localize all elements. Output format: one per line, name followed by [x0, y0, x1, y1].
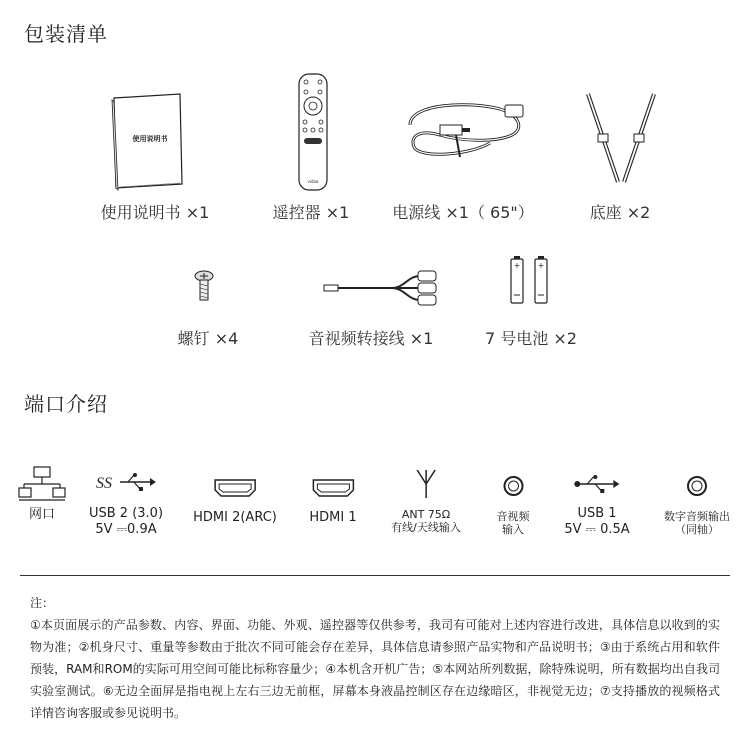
port-av-input-label: 音视频 — [496, 510, 530, 523]
port-usb1-power: 5V ⎓ 0.5A — [564, 522, 630, 537]
package-list-title: 包装清单 — [24, 22, 108, 46]
item-power-cord-qty: ×1（ 65"） — [445, 203, 534, 222]
network-icon — [18, 466, 66, 502]
hdmi-icon — [311, 478, 355, 498]
item-battery-qty: ×2 — [553, 329, 577, 348]
port-digital-audio-label: 数字音频输出 — [664, 510, 730, 523]
item-remote-name: 遥控器 — [272, 203, 321, 222]
port-antenna-label: ANT 75Ω — [401, 508, 451, 521]
port-hdmi2-label: HDMI 2(ARC) — [193, 510, 277, 525]
port-usb2-power: 5V ⎓0.9A — [95, 522, 157, 537]
port-hdmi2 — [193, 478, 277, 526]
manual-cover-text: 使用说明书 — [132, 135, 168, 143]
remote-brand-text: vidaa — [307, 179, 319, 184]
port-antenna — [391, 468, 461, 534]
battery-image — [508, 255, 554, 309]
item-screw — [178, 326, 239, 349]
item-manual-name: 使用说明书 — [100, 203, 181, 222]
port-usb2 — [89, 470, 163, 538]
svg-text:SS: SS — [95, 475, 112, 492]
item-stand-name: 底座 — [589, 203, 622, 222]
item-battery — [485, 326, 577, 349]
item-power-cord — [392, 200, 534, 223]
port-digital-audio — [664, 474, 730, 536]
item-av-cable — [309, 326, 434, 349]
item-power-cord-name: 电源线 — [392, 203, 441, 222]
svg-text:+: + — [537, 261, 545, 270]
item-stand — [590, 200, 651, 223]
item-battery-name: 7 号电池 — [485, 329, 549, 348]
svg-text:+: + — [513, 261, 521, 270]
notes-box — [20, 575, 730, 736]
item-av-cable-qty: ×1 — [409, 329, 434, 348]
item-stand-qty: ×2 — [626, 203, 651, 222]
port-network-label: 网口 — [28, 507, 55, 522]
ports-title: 端口介绍 — [24, 392, 108, 416]
port-antenna-desc: 有线/天线输入 — [391, 521, 461, 534]
av-cable-image — [322, 268, 442, 314]
port-usb2-label: USB 2 (3.0) — [88, 506, 164, 521]
stand-image — [580, 90, 660, 194]
item-manual — [101, 200, 210, 223]
item-av-cable-name: 音视频转接线 — [308, 329, 405, 348]
port-network — [18, 466, 66, 523]
item-screw-name: 螺钉 — [177, 329, 210, 348]
port-digital-audio-label2: （同轴） — [675, 523, 719, 536]
port-usb1 — [564, 472, 629, 538]
manual-image — [110, 90, 186, 196]
usb-ss-icon — [94, 470, 158, 494]
av-input-icon — [501, 474, 525, 498]
antenna-icon — [414, 468, 438, 500]
usb-icon — [573, 472, 621, 496]
remote-image — [293, 72, 333, 196]
item-remote — [273, 200, 350, 223]
hdmi-icon — [213, 478, 257, 498]
item-remote-qty: ×1 — [325, 203, 350, 222]
port-hdmi1 — [309, 478, 356, 526]
power-cord-image — [400, 95, 530, 169]
digital-audio-icon — [685, 474, 709, 498]
port-av-input — [497, 474, 530, 536]
port-usb1-label: USB 1 — [577, 506, 617, 521]
notes-title: 注： — [30, 596, 55, 610]
port-av-input-label2: 输入 — [502, 523, 524, 536]
item-manual-qty: ×1 — [185, 203, 210, 222]
item-screw-qty: ×4 — [214, 329, 239, 348]
port-hdmi1-label: HDMI 1 — [309, 510, 357, 525]
screw-image — [193, 270, 215, 306]
notes-text: ①本页面展示的产品参数、内容、界面、功能、外观、遥控器等仅供参考，我司有可能对上述内容进行改进，具体信息以收到的实物为准；②机身尺寸、重量等参数由于批次不同可能会存在差异，具体信息请参照产品实物和产品说明书；③由于系统占用和软件预装，RAM和ROM的实际可用空间可能比标称容量少；④本机含开机广告；⑤本网站所列数据，除特殊说明，所有数据均出自我司实验室测试。⑥无边全面屏是指电视上左右三边无前框，屏幕本身液晶控制区存在边缘暗区，非视觉无边；⑦支持播放的视频格式详情咨询客服或参见说明书。 — [30, 618, 720, 720]
